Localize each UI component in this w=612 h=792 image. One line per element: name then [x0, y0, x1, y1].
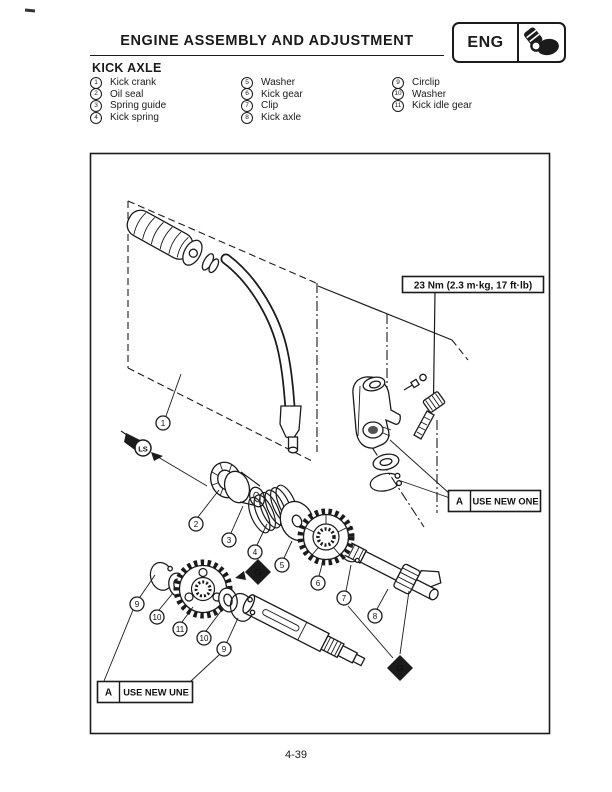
- torque-value: 23 Nm (2.3 m·kg, 17 ft·lb): [413, 280, 533, 292]
- page-title: ENGINE ASSEMBLY AND ADJUSTMENT: [120, 33, 414, 49]
- page-number: 4-39: [284, 749, 308, 761]
- callout-9a: [130, 597, 144, 611]
- callout-11: [173, 622, 187, 636]
- svg-text:3: 3: [226, 536, 232, 545]
- svg-text:10: 10: [199, 634, 209, 643]
- callout-10a: [150, 610, 164, 624]
- part-number: 10: [392, 88, 404, 100]
- use-new-one-note: [449, 491, 541, 512]
- part-label: Kick gear: [261, 88, 303, 100]
- boss-circlip: [369, 471, 403, 494]
- part-number: 2: [90, 88, 102, 100]
- svg-text:5: 5: [279, 561, 285, 570]
- callout-5: [275, 558, 289, 572]
- part-number: 7: [241, 100, 253, 112]
- chapter-tab-label: ENG: [454, 24, 519, 61]
- part-label: Kick axle: [261, 112, 302, 124]
- part-number: 3: [90, 100, 102, 112]
- part-label: Washer: [261, 77, 296, 89]
- part-number: 8: [241, 112, 253, 124]
- ls-label: LS: [138, 444, 148, 454]
- callout-1: [156, 416, 170, 430]
- ls-lube-marker: [121, 431, 207, 486]
- svg-text:11: 11: [175, 625, 185, 634]
- part-label: Kick idle gear: [412, 100, 473, 112]
- part-number: 1: [90, 77, 102, 89]
- kick-crank-drawing: [123, 206, 301, 453]
- part-label: Kick crank: [110, 77, 157, 89]
- note-prefix: A: [455, 496, 464, 508]
- svg-text:10: 10: [152, 613, 162, 622]
- part-label: Spring guide: [110, 100, 167, 112]
- part-label: Clip: [261, 100, 279, 112]
- svg-text:8: 8: [372, 612, 378, 621]
- part-number: 4: [90, 112, 102, 124]
- grease-label: G: [254, 567, 262, 579]
- svg-text:2: 2: [193, 520, 199, 529]
- callout-6: [311, 576, 325, 590]
- part-label: Kick spring: [110, 112, 159, 124]
- kick-boss-drawing: [353, 375, 400, 448]
- svg-text:6: 6: [315, 579, 321, 588]
- callout-3: [222, 533, 236, 547]
- boss-washer: [372, 452, 401, 472]
- use-new-une-note: [98, 682, 193, 703]
- part-number: 6: [241, 88, 253, 100]
- callout-2: [189, 517, 203, 531]
- svg-text:1: 1: [160, 419, 166, 428]
- idler-shaft-drawing: [241, 593, 368, 671]
- callout-7: [337, 591, 351, 605]
- note-text: USE NEW UNE: [123, 687, 189, 698]
- grease-marker-1: [235, 559, 271, 585]
- kick-gear-drawing: [300, 511, 352, 563]
- part-number: 9: [392, 77, 404, 89]
- part-label: Washer: [412, 88, 447, 100]
- boss-pin: [404, 374, 426, 390]
- callout-8: [368, 609, 382, 623]
- note-text: USE NEW ONE: [472, 496, 539, 507]
- part-number: 5: [241, 77, 253, 89]
- callout-9b: [217, 642, 231, 656]
- grease-marker-2: [348, 591, 413, 681]
- kick-pedal-tip: [280, 406, 301, 453]
- grease-label: G: [396, 663, 404, 675]
- callout-4: [248, 545, 262, 559]
- part-label: Oil seal: [110, 88, 144, 100]
- svg-text:4: 4: [252, 548, 258, 557]
- section-title: KICK AXLE: [92, 61, 162, 75]
- part-number: 11: [392, 100, 404, 112]
- part-label: Circlip: [412, 77, 440, 89]
- svg-text:9: 9: [134, 600, 140, 609]
- note-prefix: A: [104, 687, 113, 699]
- svg-text:7: 7: [341, 594, 347, 603]
- svg-text:9: 9: [221, 645, 227, 654]
- callout-10b: [197, 631, 211, 645]
- pinch-bolt: [414, 391, 445, 439]
